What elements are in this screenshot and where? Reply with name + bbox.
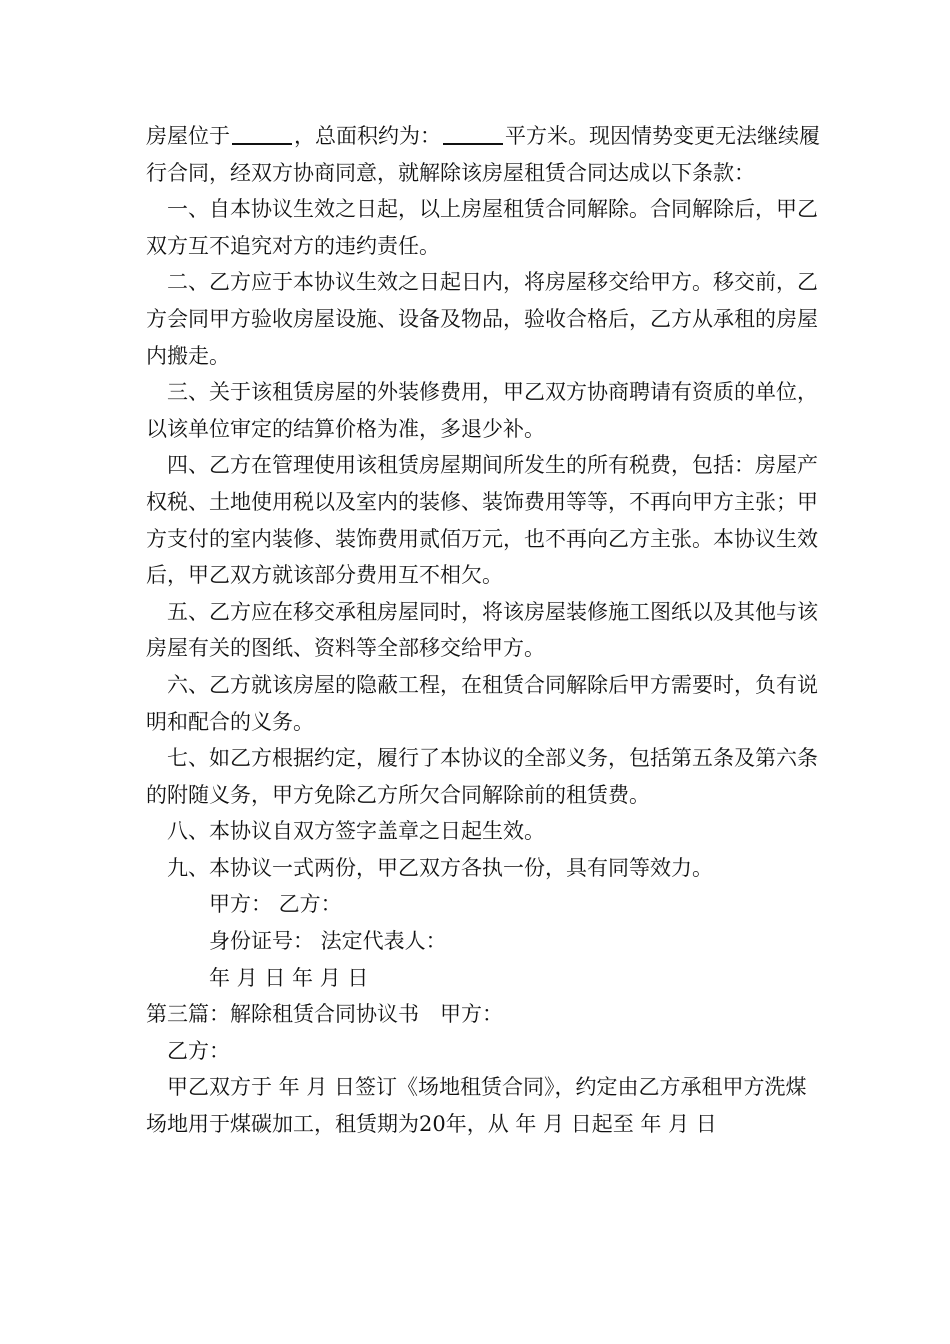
clause-1: 一、自本协议生效之日起，以上房屋租赁合同解除。合同解除后，甲乙双方互不追究对方的违约责任。 [146, 197, 818, 258]
clause-2: 二、乙方应于本协议生效之日起日内，将房屋移交给甲方。移交前，乙方会同甲方验收房屋设施、设备及物品，验收合格后，乙方从承租的房屋内搬走。 [146, 270, 818, 368]
clause-6: 六、乙方就该房屋的隐蔽工程，在租赁合同解除后甲方需要时，负有说明和配合的义务。 [146, 672, 818, 734]
section-3-party-b: 乙方： [167, 1038, 230, 1063]
intro-text-a: 房屋位于 [146, 124, 230, 148]
intro-paragraph [146, 118, 826, 191]
location-blank [232, 123, 292, 145]
clause-3: 三、关于该租赁房屋的外装修费用，甲乙双方协商聘请有资质的单位，以该单位审定的结算价格为准，多退少补。 [146, 380, 818, 441]
clause-8: 八、本协议自双方签字盖章之日起生效。 [167, 819, 545, 844]
clause-7: 七、如乙方根据约定，履行了本协议的全部义务，包括第五条及第六条的附随义务，甲方免除乙方所欠合同解除前的租赁费。 [146, 746, 818, 807]
clause-9: 九、本协议一式两份，甲乙双方各执一份，具有同等效力。 [167, 855, 713, 880]
area-blank [443, 123, 503, 145]
document-body [146, 118, 826, 1143]
signature-parties: 甲方： 乙方： [209, 892, 342, 917]
clause-5: 五、乙方应在移交承租房屋同时，将该房屋装修施工图纸以及其他与该房屋有关的图纸、资料等全部移交给甲方。 [146, 599, 818, 661]
intro-text-c: 平方米。现因情势变更无法继续履行合同，经双方协商同意，就解除该房屋租赁合同达成以下条款： [146, 124, 820, 185]
signature-ids: 身份证号： 法定代表人： [209, 929, 447, 954]
section-3-body: 甲乙双方于 年 月 日签订《场地租赁合同》，约定由乙方承租甲方洗煤场地用于煤碳加工，租赁期为20年，从 年 月 日起至 年 月 日 [146, 1075, 807, 1137]
clause-4: 四、乙方在管理使用该租赁房屋期间所发生的所有税费，包括：房屋产权税、土地使用税以及室内的装修、装饰费用等等，不再向甲方主张；甲方支付的室内装修、装饰费用贰佰万元，也不再向乙方主张。本协议生效后，甲乙双方就该部分费用互不相欠。 [146, 453, 818, 588]
section-3-heading: 第三篇：解除租赁合同协议书 甲方： [146, 1002, 503, 1027]
intro-text-b: ，总面积约为： [294, 124, 441, 148]
signature-dates: 年 月 日 年 月 日 [209, 965, 369, 990]
